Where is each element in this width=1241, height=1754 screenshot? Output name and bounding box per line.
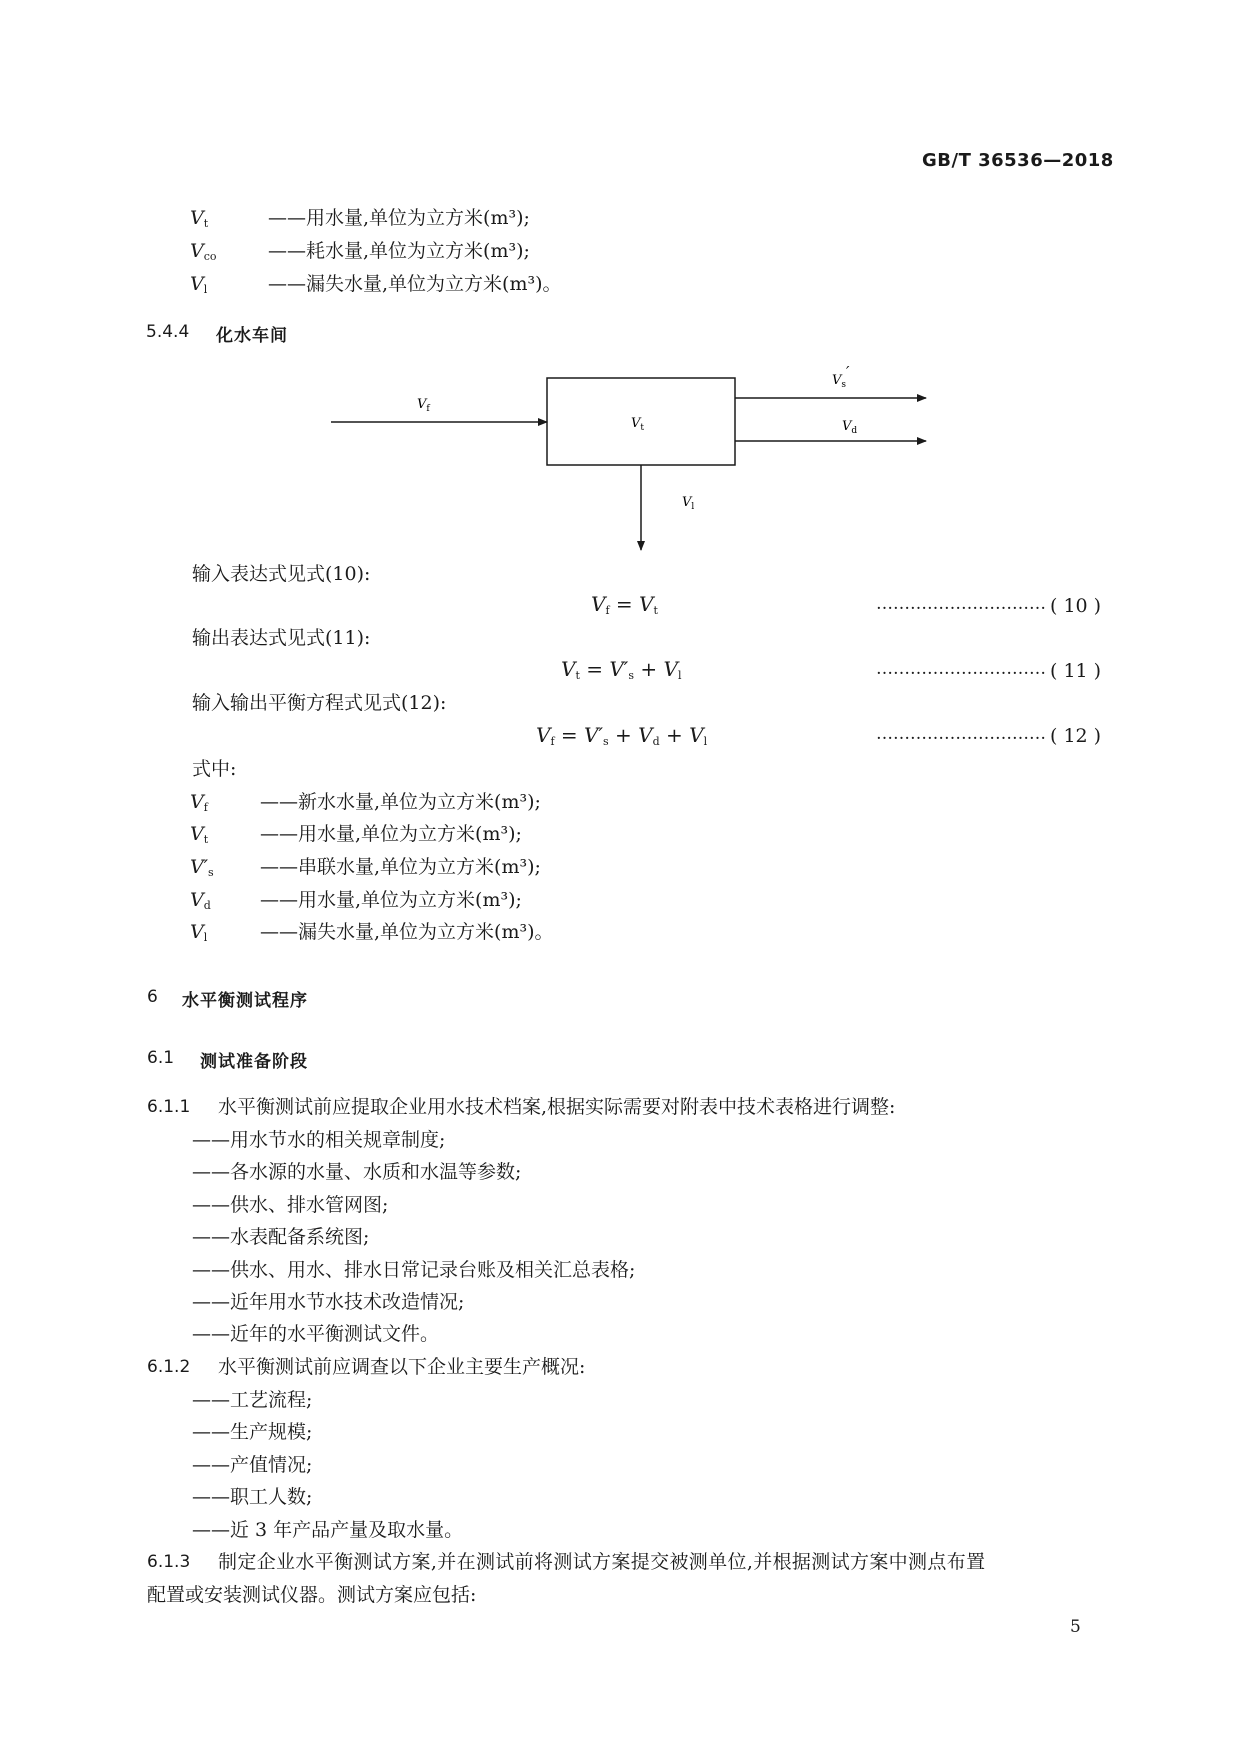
clause-611-item: ——各水源的水量、水质和水温等参数; xyxy=(192,1161,522,1183)
eq11-dots: ………………………… xyxy=(876,659,1046,679)
eq11-intro: 输出表达式见式(11): xyxy=(192,627,371,649)
eq11-formula: $V_t = V'_s + V_l$ xyxy=(561,657,682,682)
eq12-number: ( 12 ) xyxy=(1050,725,1102,747)
clause-613-text-line2: 配置或安装测试仪器。测试方案应包括: xyxy=(147,1584,477,1606)
where-label: 式中: xyxy=(192,758,237,780)
clause-613-number: 6.1.3 xyxy=(147,1552,191,1572)
eq12-dots: ………………………… xyxy=(876,724,1046,744)
clause-611-number: 6.1.1 xyxy=(147,1097,191,1117)
clause-611-item: ——水表配备系统图; xyxy=(192,1226,370,1248)
eq10-formula: $V_f = V_t$ xyxy=(591,592,658,617)
clause-612-item: ——工艺流程; xyxy=(192,1389,313,1411)
clause-611-item: ——近年用水节水技术改造情况; xyxy=(192,1291,465,1313)
clause-613-text-line1: 制定企业水平衡测试方案,并在测试前将测试方案提交被测单位,并根据测试方案中测点布置 xyxy=(218,1551,986,1573)
clause-611-item: ——供水、用水、排水日常记录台账及相关汇总表格; xyxy=(192,1259,636,1281)
clause-612-number: 6.1.2 xyxy=(147,1357,191,1377)
eq12-intro: 输入输出平衡方程式见式(12): xyxy=(192,692,447,714)
label-vd: $V_d$ xyxy=(842,419,858,436)
def-vl: $V_l$ ——漏失水量,单位为立方米(m³)。 xyxy=(190,921,554,944)
label-vl: $V_l$ xyxy=(682,495,695,512)
def-vf: $V_f$ ——新水水量,单位为立方米(m³); xyxy=(190,791,541,814)
def-vd: $V_d$ ——用水量,单位为立方米(m³); xyxy=(190,889,522,912)
process-box xyxy=(547,378,735,465)
label-vs: $V_s'$ xyxy=(832,363,850,390)
clause-611-text: 水平衡测试前应提取企业用水技术档案,根据实际需要对附表中技术表格进行调整: xyxy=(218,1096,896,1118)
clause-612-item: ——职工人数; xyxy=(192,1486,313,1508)
clause-612-item: ——近 3 年产品产量及取水量。 xyxy=(192,1519,464,1541)
clause-612-text: 水平衡测试前应调查以下企业主要生产概况: xyxy=(218,1356,586,1378)
def-vs: $V'_s$ ——串联水量,单位为立方米(m³); xyxy=(190,856,541,879)
clause-612-item: ——产值情况; xyxy=(192,1454,313,1476)
section-544-number: 5.4.4 xyxy=(146,322,190,342)
top-def-vco: $V_{co}$ ——耗水量,单位为立方米(m³); xyxy=(190,240,530,263)
label-vt: $V_t$ xyxy=(631,416,645,433)
section-6-title: 水平衡测试程序 xyxy=(182,991,308,1011)
clause-611-item: ——用水节水的相关规章制度; xyxy=(192,1129,446,1151)
section-61-number: 6.1 xyxy=(147,1048,175,1068)
clause-611-item: ——近年的水平衡测试文件。 xyxy=(192,1323,440,1345)
eq12-formula: $V_f = V'_s + V_d + V_l$ xyxy=(536,723,708,748)
eq10-number: ( 10 ) xyxy=(1050,595,1102,617)
top-def-vl: $V_l$ ——漏失水量,单位为立方米(m³)。 xyxy=(190,273,562,296)
page-number: 5 xyxy=(1070,1617,1081,1637)
eq10-dots: ………………………… xyxy=(876,594,1046,614)
def-vt: $V_t$ ——用水量,单位为立方米(m³); xyxy=(190,823,522,846)
clause-612-item: ——生产规模; xyxy=(192,1421,313,1443)
label-vf: $V_f$ xyxy=(417,397,430,414)
eq11-number: ( 11 ) xyxy=(1050,660,1102,682)
clause-611-item: ——供水、排水管网图; xyxy=(192,1194,389,1216)
section-544-title: 化水车间 xyxy=(216,326,288,346)
eq10-intro: 输入表达式见式(10): xyxy=(192,563,371,585)
standard-id: GB/T 36536—2018 xyxy=(922,150,1114,171)
section-6-number: 6 xyxy=(147,987,158,1007)
section-61-title: 测试准备阶段 xyxy=(200,1052,308,1072)
top-def-vt: $V_t$ ——用水量,单位为立方米(m³); xyxy=(190,207,530,230)
flow-diagram xyxy=(0,0,1241,600)
